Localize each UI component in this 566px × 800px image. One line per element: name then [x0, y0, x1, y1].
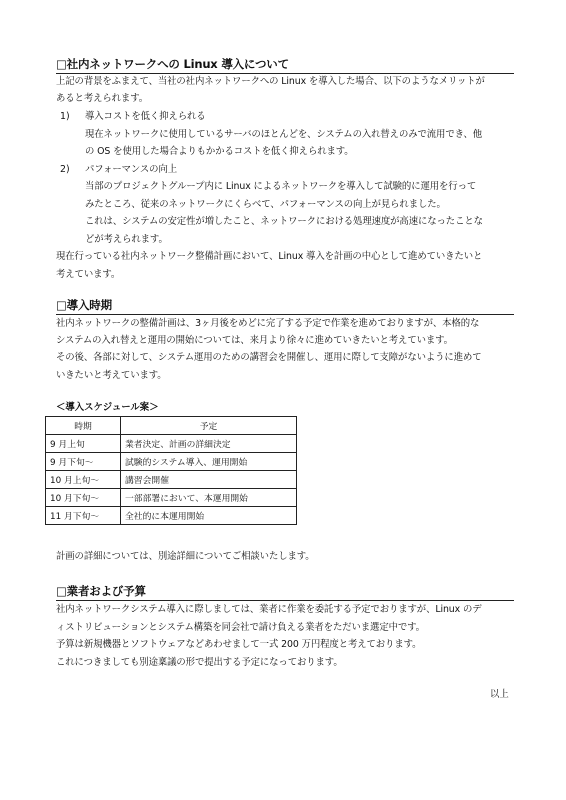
table-cell-plan: 講習会開催	[121, 471, 297, 489]
table-cell-plan: 一部部署において、本運用開始	[121, 489, 297, 507]
list-item-line: の OS を使用した場合よりもかかるコストを低く抑えられます。	[85, 146, 354, 157]
table-header-row	[46, 417, 297, 435]
table-header: 時期	[46, 417, 121, 435]
paragraph-line: 現在行っている社内ネットワーク整備計画において、Linux 導入を計画の中心として進めていきたいと	[56, 251, 483, 262]
paragraph-line: システムの入れ替えと運用の開始については、来月より徐々に進めていきたいと考えています。	[56, 335, 453, 346]
paragraph-line: 社内ネットワークシステム導入に際しましては、業者に作業を委託する予定でおりますが、Linux のデ	[56, 604, 482, 615]
table-cell-period: 10 月上旬～	[46, 471, 121, 489]
list-item-line: 当部のプロジェクトグループ内に Linux によるネットワークを導入して試験的に運用を行って	[85, 181, 477, 192]
table-cell-plan: 業者決定、計画の詳細決定	[121, 435, 297, 453]
paragraph-line: 上記の背景をふまえて、当社の社内ネットワークへの Linux を導入した場合、以下のようなメリットが	[56, 76, 485, 87]
list-item-title: パフォーマンスの向上	[85, 164, 177, 175]
paragraph-line: 予算は新規機器とソフトウェアなどあわせまして一式 200 万円程度と考えております。	[56, 639, 422, 650]
closing-text: 以上	[490, 689, 509, 700]
list-item-line: これは、システムの安定性が増したこと、ネットワークにおける処理速度が高速になったことな	[85, 216, 483, 227]
section-heading-linux-intro: □社内ネットワークへの Linux 導入について	[56, 57, 514, 74]
paragraph-line: 社内ネットワークの整備計画は、3ヶ月後をめどに完了する予定で作業を進めておりますが、本格的な	[56, 318, 480, 329]
list-number: 1)	[60, 111, 70, 122]
schedule-title: ＜導入スケジュール案＞	[56, 402, 159, 413]
list-item-title: 導入コストを低く抑えられる	[85, 111, 206, 122]
section-heading-vendor-budget: □業者および予算	[56, 584, 514, 601]
table-cell-period: 9 月下旬～	[46, 453, 121, 471]
paragraph-line: 考えています。	[56, 269, 121, 280]
schedule-table	[45, 416, 297, 525]
section-heading-schedule: □導入時期	[56, 298, 514, 315]
table-header: 予定	[121, 417, 297, 435]
table-cell-period: 10 月下旬～	[46, 489, 121, 507]
table-row	[46, 435, 297, 453]
list-item-line: 現在ネットワークに使用しているサーバのほとんどを、システムの入れ替えのみで流用でき、他	[85, 129, 483, 140]
table-cell-period: 11 月下旬～	[46, 507, 121, 525]
table-row	[46, 489, 297, 507]
list-item-line: みたところ、従来のネットワークにくらべて、パフォーマンスの向上が見られました。	[85, 199, 446, 210]
paragraph-line: ィストリビューションとシステム構築を同会社で請け負える業者をただいま選定中です。	[56, 622, 425, 633]
list-number: 2)	[60, 164, 70, 175]
paragraph-line: これにつきましても別途稟議の形で提出する予定になっております。	[56, 657, 343, 668]
list-item-line: どが考えられます。	[85, 234, 168, 245]
table-row	[46, 453, 297, 471]
table-cell-plan: 試験的システム導入、運用開始	[121, 453, 297, 471]
table-cell-period: 9 月上旬	[46, 435, 121, 453]
table-row	[46, 507, 297, 525]
paragraph-line: その後、各部に対して、システム運用のための講習会を開催し、運用に際して支障がないように進めて	[56, 352, 482, 363]
table-cell-plan: 全社的に本運用開始	[121, 507, 297, 525]
paragraph-line: いきたいと考えています。	[56, 370, 167, 381]
paragraph-line: 計画の詳細については、別途詳細についてご相談いたします。	[56, 551, 315, 562]
table-row	[46, 471, 297, 489]
paragraph-line: あると考えられます。	[56, 93, 148, 104]
